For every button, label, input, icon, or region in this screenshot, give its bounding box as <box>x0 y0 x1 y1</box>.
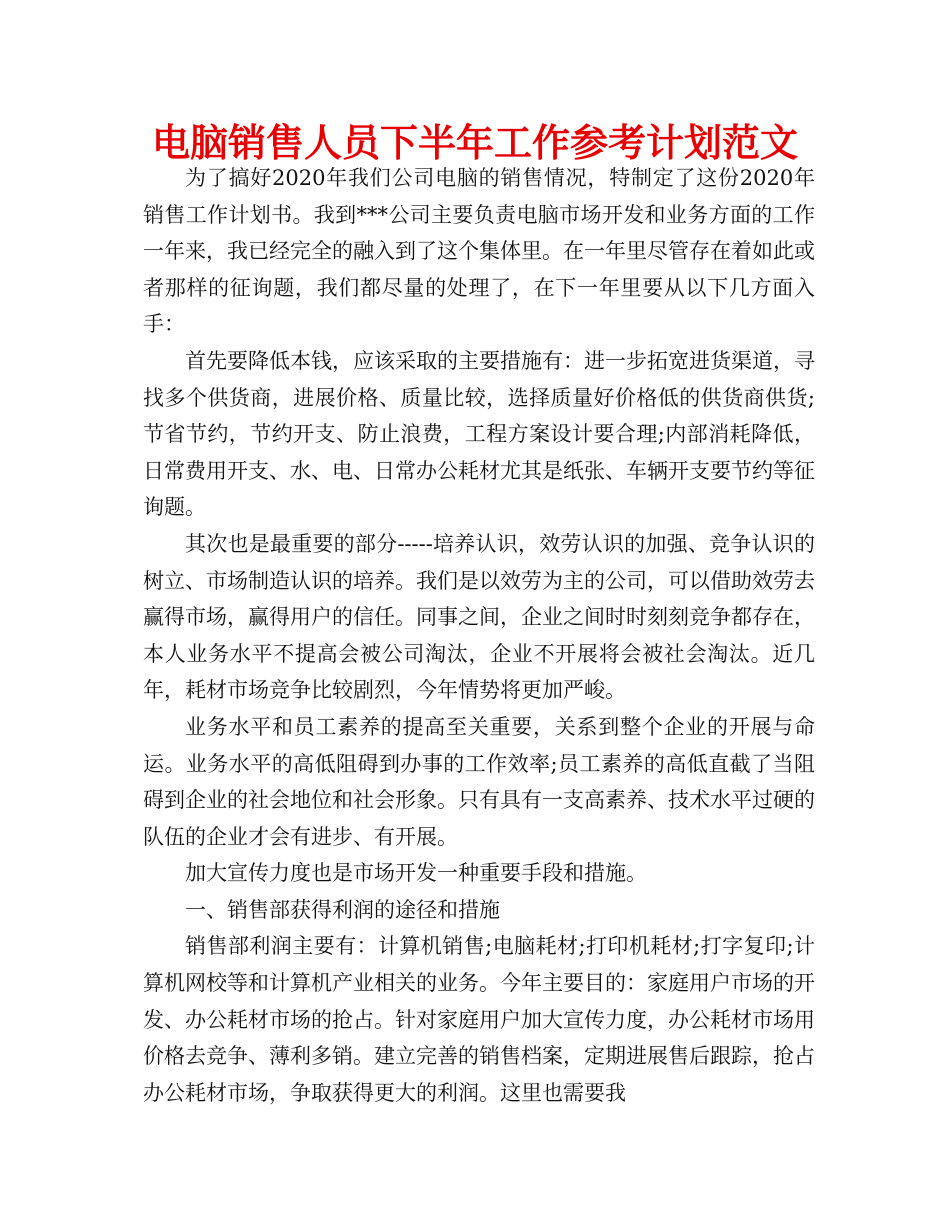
document-title: 电脑销售人员下半年工作参考计划范文 <box>151 121 798 165</box>
paragraph-cost-reduction: 首先要降低本钱，应该采取的主要措施有：进一步拓宽进货渠道，寻找多个供货商，进展价格、质量比较，选择质量好价格低的供货商供货;节省节约，节约开支、防止浪费，工程方案设计要合理;内部消耗降低，日常费用开支、水、电、日常办公耗材尤其是纸张、车辆开支要节约等征询题。 <box>143 348 815 520</box>
paragraph-service-awareness: 其次也是最重要的部分-----培养认识，效劳认识的加强、竞争认识的树立、市场制造认识的培养。我们是以效劳为主的公司，可以借助效劳去赢得市场，赢得用户的信任。同事之间，企业之间时时刻刻竞争都存在，本人业务水平不提高会被公司淘汰，企业不开展将会被社会淘汰。近几年，耗材市场竞争比较剧烈，今年情势将更加严峻。 <box>143 531 815 703</box>
section-heading: 一、销售部获得利润的途径和措施 <box>185 897 500 922</box>
paragraph-profit: 销售部利润主要有：计算机销售;电脑耗材;打印机耗材;打字复印;计算机网校等和计算机产业相关的业务。今年主要目的：家庭用户市场的开发、办公耗材市场的抢占。针对家庭用户加大宣传力度，办公耗材市场用价格去竞争、薄利多销。建立完善的销售档案，定期进展售后跟踪，抢占办公耗材市场，争取获得更大的利润。这里也需要我 <box>143 934 815 1105</box>
paragraph-intro: 为了搞好2020年我们公司电脑的销售情况，特制定了这份2020年销售工作计划书。我到***公司主要负责电脑市场开发和业务方面的工作一年来，我已经完全的融入到了这个集体里。在一年里尽管存在着如此或者那样的征询题，我们都尽量的处理了，在下一年里要从以下几方面入手： <box>143 166 815 337</box>
paragraph-publicity: 加大宣传力度也是市场开发一种重要手段和措施。 <box>185 861 647 886</box>
paragraph-staff-quality: 业务水平和员工素养的提高至关重要，关系到整个企业的开展与命运。业务水平的高低阻碍到办事的工作效率;员工素养的高低直截了当阻碍到企业的社会地位和社会形象。只有具有一支高素养、技术水平过硬的队伍的企业才会有进步、有开展。 <box>143 714 815 849</box>
document-body <box>143 160 815 1111</box>
